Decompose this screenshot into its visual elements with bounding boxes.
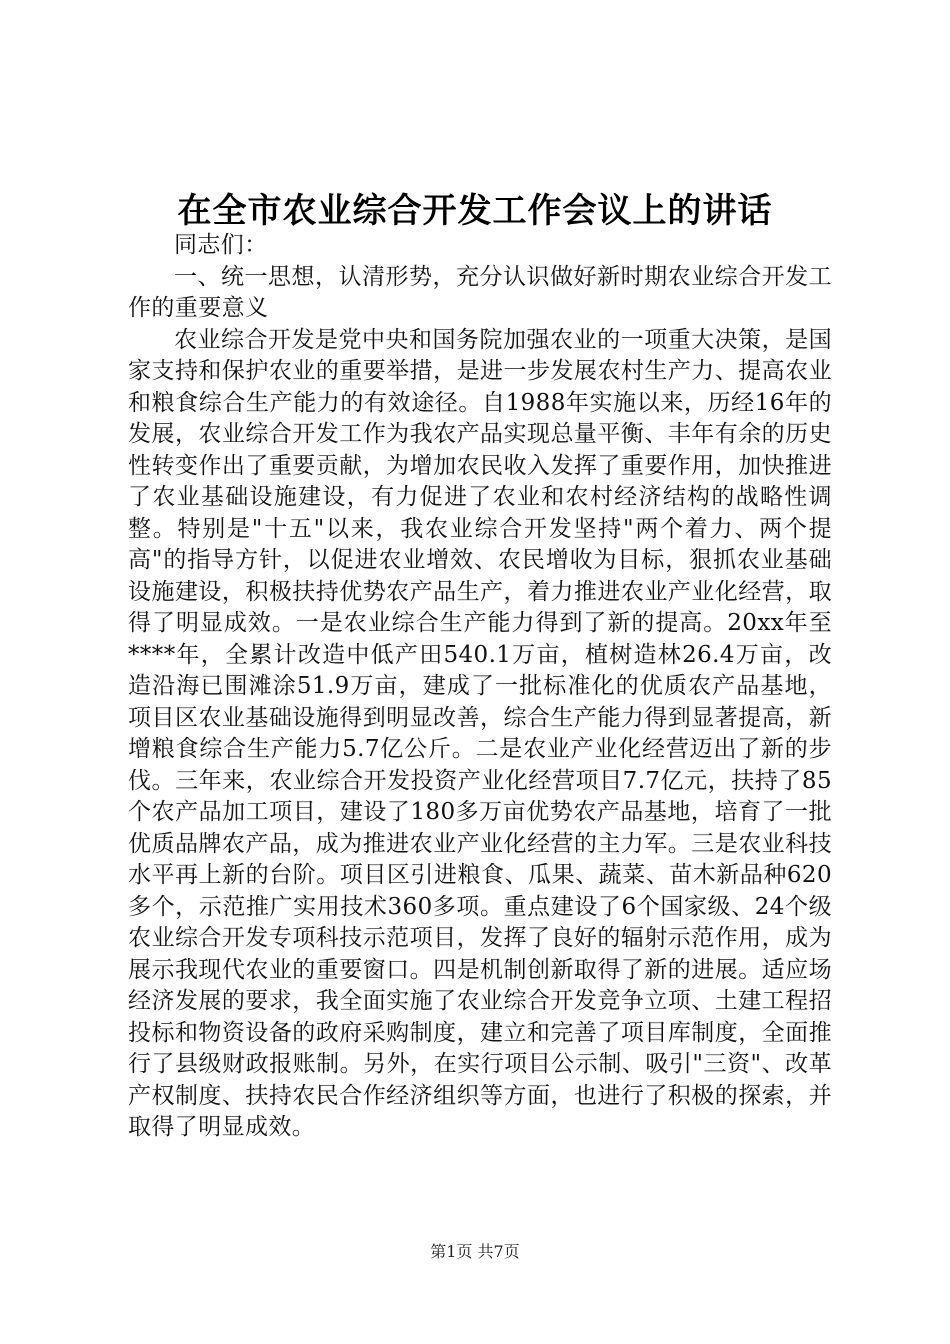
page-number-footer: 第1页 共7页 xyxy=(430,1242,520,1261)
body-paragraph: 农业综合开发是党中央和国务院加强农业的一项重大决策，是国家支持和保护农业的重要举措，是进一步发展农村生产力、提高农业和粮食综合生产能力的有效途径。自1988年实施以来，历经16年的发展，农业综合开发工作为我农产品实现总量平衡、丰年有余的历史性转变作出了重要贡献，为增加农民收入发挥了重要作用，加快推进了农业基础设施建设，有力促进了农业和农村经济结构的战略性调整。特别是"十五"以来，我农业综合开发坚持"两个着力、两个提高"的指导方针，以促进农业增效、农民增收为目标，狠抓农业基础设施建设，积极扶持优势农产品生产，着力推进农业产业化经营，取得了明显成效。一是农业综合生产能力得到了新的提高。20xx年至****年，全累计改造中低产田540.1万亩，植树造林26.4万亩，改造沿海已围滩涂51.9万亩，建成了一批标准化的优质农产品基地，项目区农业基础设施得到明显改善，综合生产能力得到显著提高，新增粮食综合生产能力5.7亿公斤。二是农业产业化经营迈出了新的步伐。三年来，农业综合开发投资产业化经营项目7.7亿元，扶持了85个农产品加工项目，建设了180多万亩优势农产品基地，培育了一批优质品牌农产品，成为推进农业产业化经营的主力军。三是农业科技水平再上新的台阶。项目区引进粮食、瓜果、蔬菜、苗木新品种620多个，示范推广实用技术360多项。重点建设了6个国家级、24个级农业综合开发专项科技示范项目，发挥了良好的辐射示范作用，成为展示我现代农业的重要窗口。四是机制创新取得了新的进展。适应场经济发展的要求，我全面实施了农业综合开发竞争立项、土建工程招投标和物资设备的政府采购制度，建立和完善了项目库制度，全面推行了县级财政报账制。另外，在实行项目公示制、吸引"三资"、改革产权制度、扶持农民合作经济组织等方面，也进行了积极的探索，并取得了明显成效。 xyxy=(128,326,832,1140)
document-body xyxy=(128,230,832,1144)
salutation-paragraph: 同志们： xyxy=(174,232,268,258)
section-heading-paragraph: 一、统一思想，认清形势，充分认识做好新时期农业综合开发工作的重要意义 xyxy=(128,263,832,321)
document-title: 在全市农业综合开发工作会议上的讲话 xyxy=(177,191,773,231)
